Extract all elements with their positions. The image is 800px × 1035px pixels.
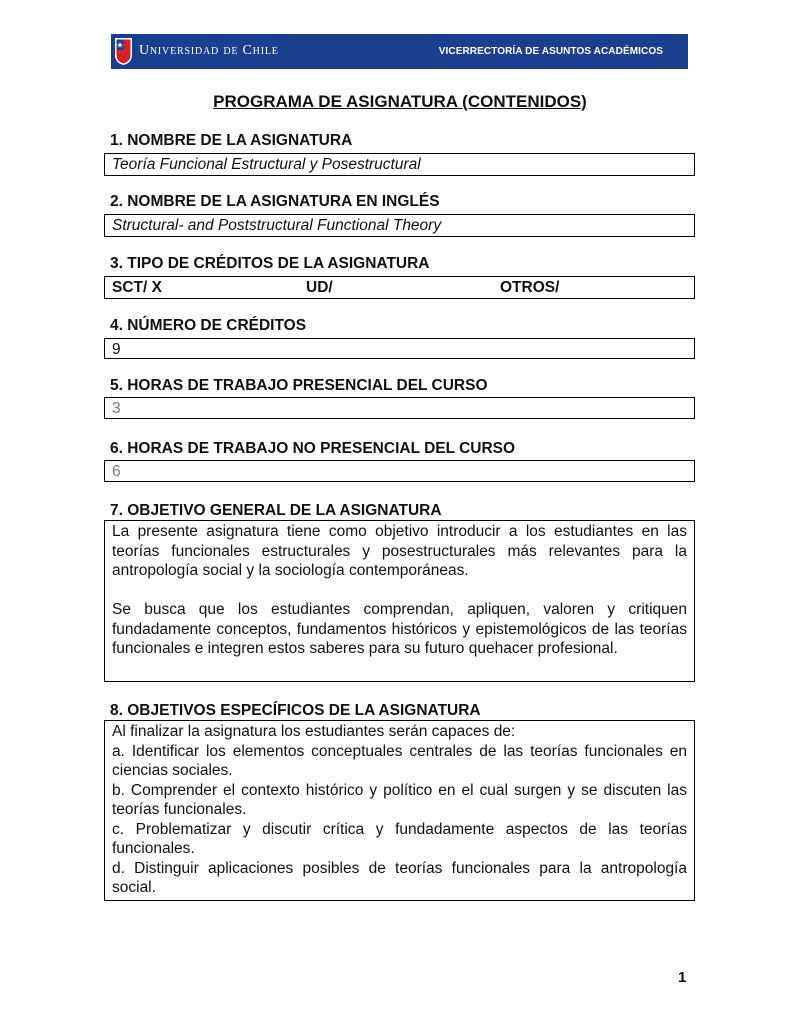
list-item: b. Comprender el contexto histórico y político en el cual surgen y se discuten las teorías funcionales. <box>112 781 687 818</box>
general-objective-box <box>104 520 695 682</box>
university-crest-icon <box>114 37 133 66</box>
credit-type-sct: SCT/ X <box>112 279 162 296</box>
general-objective-paragraph-2: Se busca que los estudiantes comprendan, apliquen, valoren y critiquen fundadamente conceptos, fundamentos históricos y epistemológicos de las teorías funcionales e integren estos saberes para su futuro quehacer profesional. <box>112 601 687 657</box>
non-presential-hours-box <box>104 460 695 482</box>
credit-type-box <box>104 276 695 299</box>
presential-hours: 3 <box>112 400 121 417</box>
section-3-title: 3. TIPO DE CRÉDITOS DE LA ASIGNATURA <box>110 255 430 272</box>
credit-count: 9 <box>112 341 121 358</box>
credit-type-ud: UD/ <box>306 279 333 296</box>
specific-objectives-intro: Al finalizar la asignatura los estudiantes serán capaces de: <box>112 723 516 740</box>
list-item: d. Distinguir aplicaciones posibles de teorías funcionales para la antropología social. <box>112 859 687 896</box>
section-7-title: 7. OBJETIVO GENERAL DE LA ASIGNATURA <box>110 502 442 519</box>
section-4-title: 4. NÚMERO DE CRÉDITOS <box>110 317 307 334</box>
specific-objectives-box <box>104 720 695 901</box>
credit-type-otros: OTROS/ <box>500 279 560 296</box>
page-number: 1 <box>678 969 687 986</box>
non-presential-hours: 6 <box>112 463 121 480</box>
course-name-english-box <box>104 214 695 237</box>
course-name-box <box>104 153 695 176</box>
course-name: Teoría Funcional Estructural y Posestructural <box>112 156 421 173</box>
section-5-title: 5. HORAS DE TRABAJO PRESENCIAL DEL CURSO <box>110 377 488 394</box>
course-name-english: Structural- and Poststructural Functional Theory <box>112 217 442 234</box>
university-name: Universidad de Chile <box>139 43 279 58</box>
section-6-title: 6. HORAS DE TRABAJO NO PRESENCIAL DEL CURSO <box>110 440 516 457</box>
general-objective-paragraph-1: La presente asignatura tiene como objetivo introducir a los estudiantes en las teorías funcionales estructurales y posestructurales más relevantes para la antropología social y la sociología contemporáneas. <box>112 523 687 579</box>
section-8-title: 8. OBJETIVOS ESPECÍFICOS DE LA ASIGNATURA <box>110 702 481 719</box>
section-2-title: 2. NOMBRE DE LA ASIGNATURA EN INGLÉS <box>110 193 440 210</box>
section-1-title: 1. NOMBRE DE LA ASIGNATURA <box>110 132 353 149</box>
vicerrectoria-label: VICERRECTORÍA DE ASUNTOS ACADÉMICOS <box>438 46 663 57</box>
presential-hours-box <box>104 397 695 419</box>
header-banner <box>111 34 688 69</box>
credit-count-box <box>104 338 695 359</box>
document-title: PROGRAMA DE ASIGNATURA (CONTENIDOS) <box>213 92 587 111</box>
list-item: a. Identificar los elementos conceptuales centrales de las teorías funcionales en ciencias sociales. <box>112 742 687 779</box>
list-item: c. Problematizar y discutir crítica y fundadamente aspectos de las teorías funcionales. <box>112 820 687 857</box>
